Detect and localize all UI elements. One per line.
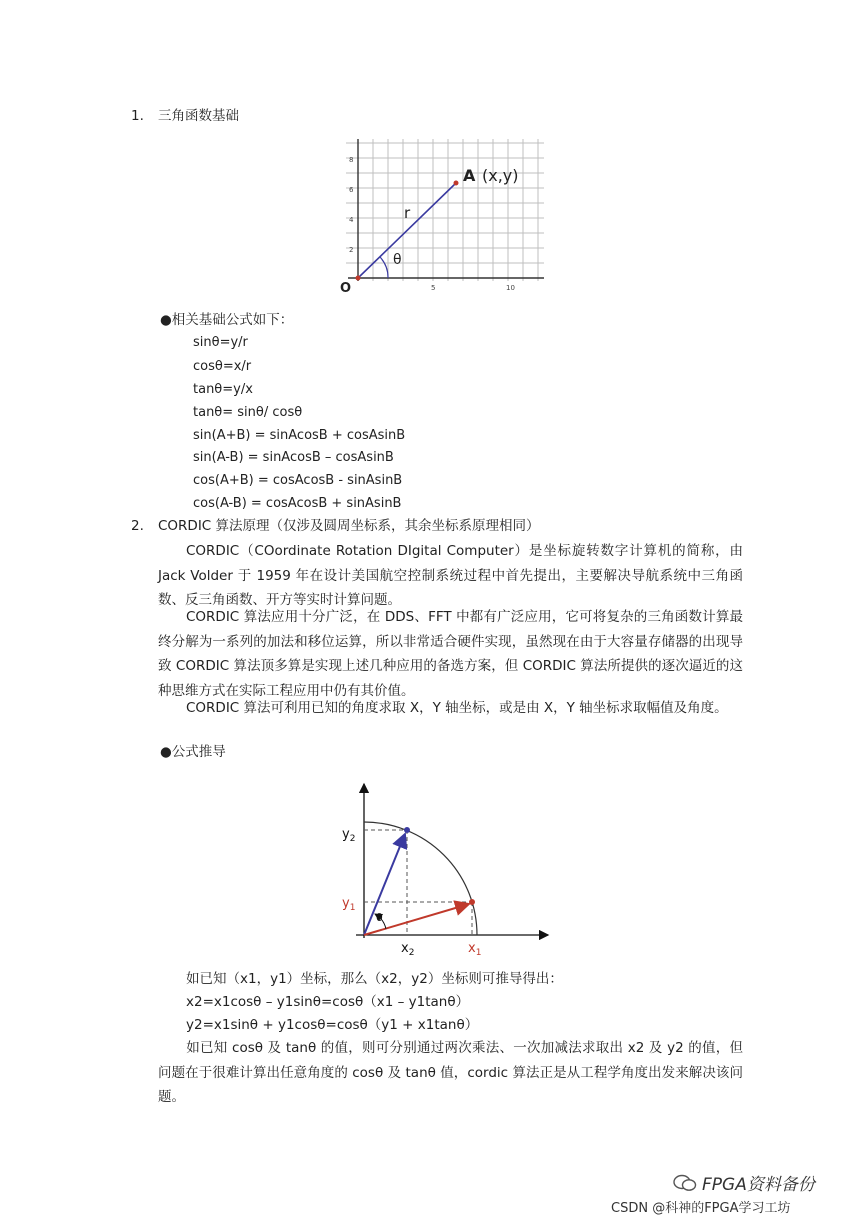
theta-label: θ [376, 911, 383, 924]
r-label: r [404, 204, 411, 222]
formulas-heading: ●相关基础公式如下： [160, 312, 294, 328]
point-a [454, 181, 459, 186]
section2-title: CORDIC 算法原理（仅涉及圆周坐标系，其余坐标系原理相同） [158, 518, 540, 534]
paragraph-2: CORDIC 算法应用十分广泛，在 DDS、FFT 中都有广泛应用，它可将复杂的三角函数计算最终分解为一系列的加法和移位运算，所以非常适合硬件实现，虽然现在由于大容量存储器的出现导致 CORDIC 算法顶多算是实现上述几种应用的备选方案，但 CORDIC 算法所提供的逐次逼近的这种思维方式在实际工程应用中仍有其价值。 [158, 609, 743, 699]
y2-formula: y2=x1sinθ + y1cosθ=cosθ（y1 + x1tanθ） [186, 1017, 479, 1033]
derivation-heading: ●公式推导 [160, 744, 226, 760]
x2-label: $x_2$ [401, 941, 415, 958]
x2-formula: x2=x1cosθ – y1sinθ=cosθ（x1 – y1tanθ） [186, 994, 470, 1010]
point-x2y2 [404, 827, 410, 833]
section2-number: 2. [131, 518, 144, 534]
grid-lines [346, 139, 544, 281]
point-x1y1 [469, 899, 475, 905]
paragraph-1: CORDIC（COordinate Rotation DIgital Computer）是坐标旋转数字计算机的简称，由 Jack Volder 于 1959 年在设计美国航空控制系统过程中首先提出，主要解决导航系统中三角函数、反三角函数、开方等实时计算问题。 [158, 543, 743, 608]
origin-label: O [340, 281, 352, 296]
formula-4: tanθ= sinθ/ cosθ [193, 405, 303, 420]
y-tick-2: 2 [349, 246, 354, 254]
x-tick-5: 5 [431, 284, 436, 292]
formula-1: sinθ=y/r [193, 335, 248, 350]
section1-title: 三角函数基础 [158, 108, 239, 124]
theta-label: θ [393, 252, 402, 268]
formula-3: tanθ=y/x [193, 382, 253, 397]
formula-2: cosθ=x/r [193, 359, 252, 374]
rotated-vector [364, 834, 405, 935]
point-a-label: A [463, 166, 476, 185]
y-tick-8: 8 [349, 156, 354, 164]
x1-label: $x_1$ [468, 941, 482, 958]
formula-7: cos(A+B) = cosAcosB - sinAsinB [193, 473, 403, 488]
trig-grid-figure [336, 136, 546, 298]
origin-point [356, 276, 361, 281]
wechat-icon [672, 1173, 698, 1193]
angle-arc [380, 257, 388, 278]
account-watermark: FPGA资料备份 [702, 1175, 815, 1195]
section1-number: 1. [131, 108, 144, 124]
y1-label: $y_1$ [342, 896, 356, 913]
formula-8: cos(A-B) = cosAcosB + sinAsinB [193, 496, 402, 511]
y-tick-6: 6 [349, 186, 354, 194]
point-a-coords: (x,y) [482, 166, 519, 185]
paragraph-3: CORDIC 算法可利用已知的角度求取 X，Y 轴坐标，或是由 X，Y 轴坐标求取幅值及角度。 [186, 700, 728, 716]
y2-label: $y_2$ [342, 827, 356, 844]
formula-5: sin(A+B) = sinAcosB + cosAsinB [193, 428, 406, 443]
csdn-watermark: CSDN @科神的FPGA学习工坊 [611, 1201, 791, 1216]
final-paragraph: 如已知 cosθ 及 tanθ 的值，则可分别通过两次乘法、一次加减法求取出 x2 及 y2 的值，但问题在于很难计算出任意角度的 cosθ 及 tanθ 值，cordic 算法正是从工程学角度出发来解决该问题。 [158, 1040, 743, 1105]
y-tick-4: 4 [349, 216, 354, 224]
rotation-figure [336, 778, 556, 960]
known-coords-line: 如已知（x1，y1）坐标，那么（x2，y2）坐标则可推导得出： [186, 971, 563, 987]
x-tick-10: 10 [506, 284, 515, 292]
formula-6: sin(A-B) = sinAcosB – cosAsinB [193, 450, 394, 465]
